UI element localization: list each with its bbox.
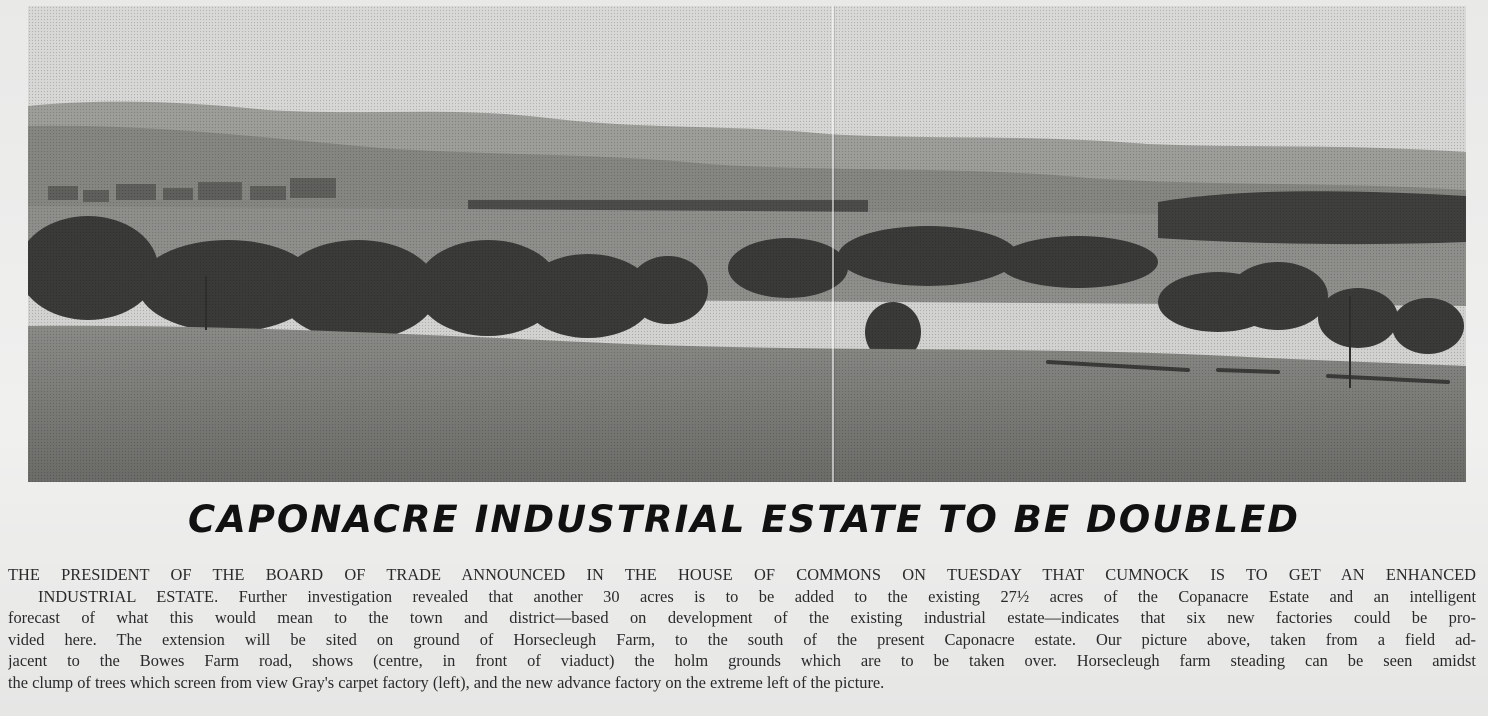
landscape-photo-drawing	[28, 6, 1466, 482]
article-line: the clump of trees which screen from view Gray's carpet factory (left), and the new advance factory on the extreme left of the picture.	[8, 672, 885, 692]
article-line: vided here. The extension will be sited on ground of Horsecleugh Farm, to the south of the present Caponacre estate. Our picture above, taken from a field ad-	[8, 629, 1476, 649]
landscape-photograph	[28, 6, 1466, 482]
headline: CAPONACRE INDUSTRIAL ESTATE TO BE DOUBLED	[187, 498, 1301, 541]
halftone-texture	[28, 6, 1466, 482]
article-body	[8, 564, 1476, 693]
article-line: THE PRESIDENT OF THE BOARD OF TRADE ANNOUNCED IN THE HOUSE OF COMMONS ON TUESDAY THAT CUMNOCK IS TO GET AN ENHANCED	[8, 565, 1476, 584]
article-line: jacent to the Bowes Farm road, shows (centre, in front of viaduct) the holm grounds which are to be taken over. Horsecleugh farm steading can be seen amidst	[8, 651, 1476, 670]
page-fold-line	[832, 6, 834, 482]
article-line: INDUSTRIAL ESTATE. Further investigation revealed that another 30 acres is to be added to the existing 27½ acres of the Copanacre Estate and an intelligent	[38, 586, 1476, 606]
article-line: forecast of what this would mean to the town and district—based on development of the existing industrial estate—indicates that six new factories could be pro-	[8, 608, 1476, 627]
